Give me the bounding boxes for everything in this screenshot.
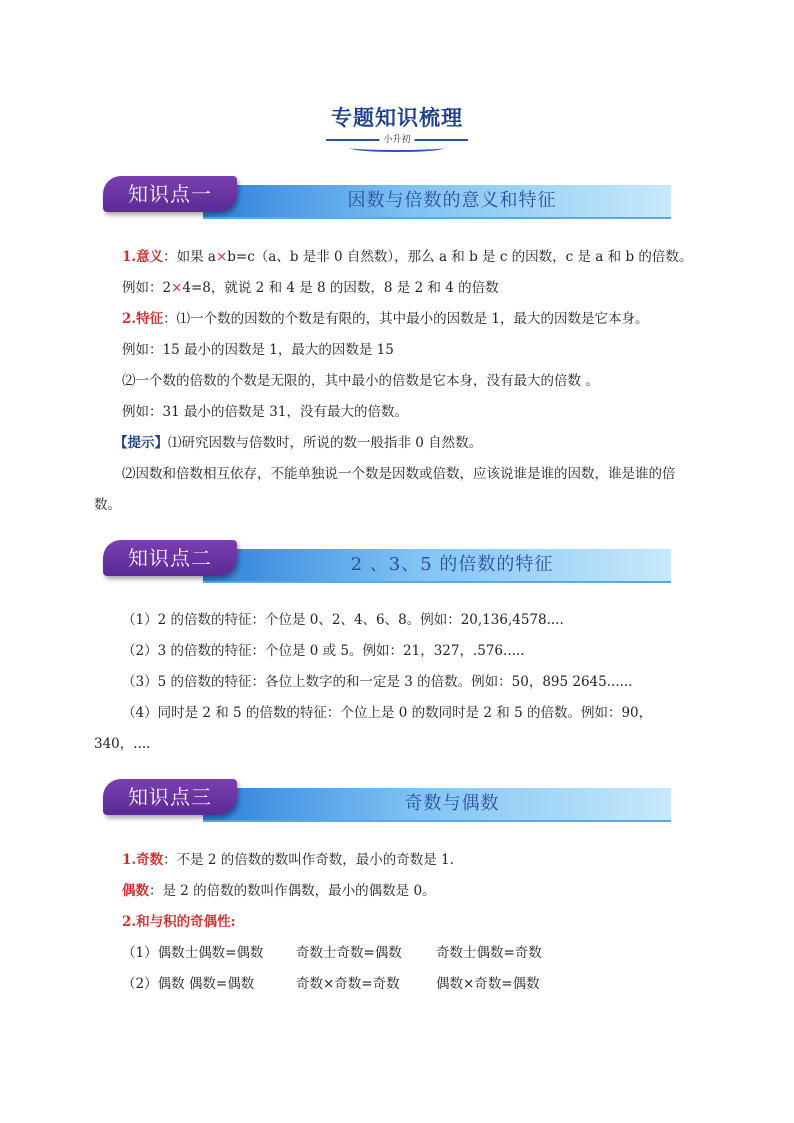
example-text-b: 4=8，就说 2 和 4 是 8 的因数，8 是 2 和 4 的倍数 <box>182 280 499 296</box>
parity-row-2 <box>94 969 704 1000</box>
tip-line: ⑵因数和倍数相互依存，不能单独说一个数是因数或倍数，应该说谁是谁的因数，谁是谁的倍 <box>122 466 676 482</box>
parity-rule: 奇数士奇数=偶数 <box>296 945 402 961</box>
tip-label: 【提示】 <box>114 435 168 451</box>
parity-label: 2.和与积的奇偶性: <box>122 914 236 930</box>
rule-line: （4）同时是 2 和 5 的倍数的特征：个位上是 0 的数同时是 2 和 5 的倍数。例如：90， <box>122 705 653 721</box>
parity-row-1 <box>94 938 704 969</box>
parity-heading <box>94 907 704 938</box>
times-symbol: × <box>171 280 183 296</box>
odd-definition-line <box>94 845 704 876</box>
page-header <box>320 104 474 148</box>
section-title: 2 、3、5 的倍数的特征 <box>350 554 554 575</box>
definition-label: 1.意义 <box>122 249 164 265</box>
section-title: 奇数与偶数 <box>404 793 500 814</box>
definition-text-a: ：如果 a <box>163 249 216 265</box>
feature-line: ⑵一个数的倍数的个数是无限的，其中最小的倍数是它本身，没有最大的倍数 。 <box>122 373 599 389</box>
example-line <box>94 273 704 304</box>
even-definition-line <box>94 876 704 907</box>
tip-line-continued: 数。 <box>94 497 121 513</box>
even-label: 偶数 <box>122 883 149 899</box>
times-symbol: × <box>215 249 228 265</box>
definition-text-b: b=c（a、b 是非 0 自然数），那么 a 和 b 是 c 的因数，c 是 a 和 b 的倍数。 <box>227 249 693 265</box>
rule-line: （1）2 的倍数的特征：个位是 0、2、4、6、8。例如：20,136,4578.... <box>122 612 564 628</box>
definition-line <box>94 242 704 273</box>
tip-text: ⑴研究因数与倍数时，所说的数一般指非 0 自然数。 <box>168 435 483 451</box>
odd-text: ：不是 2 的倍数的数叫作奇数，最小的奇数是 1. <box>163 852 454 868</box>
section-tab: 知识点二 <box>103 540 237 576</box>
section-header-1 <box>103 176 671 216</box>
parity-rule: （1）偶数士偶数=偶数 <box>122 945 264 961</box>
example-line: 例如：15 最小的因数是 1，最大的因数是 15 <box>122 342 394 358</box>
rule-line: （3）5 的倍数的特征：各位上数字的和一定是 3 的倍数。例如：50，895 2645...... <box>122 674 633 690</box>
title-decoration <box>320 132 474 148</box>
section-1-content <box>94 242 704 521</box>
parity-rule: （2）偶数 偶数=偶数 <box>122 976 255 992</box>
section-header-2 <box>103 540 671 580</box>
even-text: ：是 2 的倍数的数叫作偶数，最小的偶数是 0。 <box>149 883 436 899</box>
parity-rule: 偶数×奇数=偶数 <box>436 976 540 992</box>
section-tab: 知识点三 <box>103 779 237 815</box>
parity-rule: 奇数×奇数=奇数 <box>296 976 400 992</box>
section-title: 因数与倍数的意义和特征 <box>347 190 557 211</box>
page-subtitle: 小升初 <box>379 132 414 148</box>
section-header-3 <box>103 779 671 819</box>
rule-line-continued: 340，.... <box>94 736 151 752</box>
feature-text: ：⑴一个数的因数的个数是有限的，其中最小的因数是 1，最大的因数是它本身。 <box>163 311 649 327</box>
tip-line <box>94 428 704 459</box>
example-text-a: 例如：2 <box>122 280 172 296</box>
section-tab: 知识点一 <box>103 176 237 212</box>
example-line: 例如：31 最小的倍数是 31，没有最大的倍数。 <box>122 404 408 420</box>
rule-line: （2）3 的倍数的特征：个位是 0 或 5。例如：21，327，.576..... <box>122 643 525 659</box>
parity-rule: 奇数士偶数=奇数 <box>436 945 542 961</box>
feature-label: 2.特征 <box>122 311 164 327</box>
feature-line <box>94 304 704 335</box>
odd-label: 1.奇数 <box>122 852 164 868</box>
section-2-content <box>94 605 704 760</box>
section-3-content <box>94 845 704 1000</box>
page-title: 专题知识梳理 <box>331 106 463 130</box>
